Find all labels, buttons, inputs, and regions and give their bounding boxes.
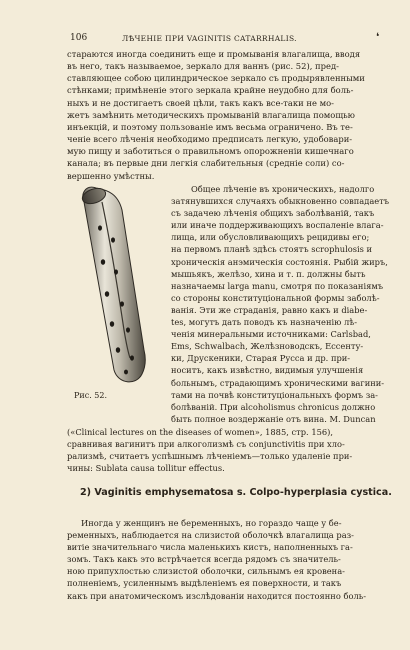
paragraph-4 [67, 517, 377, 602]
text-line: назначаемы larga manu, смотря по показаніямъ [171, 280, 384, 291]
text-line: ки, Друскеники, Старая Русса и др. при- [171, 353, 351, 364]
text-line: зомъ. Такъ какъ это встрѣчается всегда рядомъ съ значитель- [67, 554, 341, 565]
text-line: рализмѣ, считаетъ успѣшнымъ лѣченіемъ—только удаленіе при- [67, 451, 353, 462]
text-line: Иногда у женщинъ не беременныхъ, но гораздо чаще у бе- [81, 518, 342, 528]
text-line: мую пищу и заботиться о правильномъ опорожненіи кишечнаго [67, 146, 354, 157]
text-line: мышьякъ, желѣзо, хина и т. п. должны быть [171, 268, 366, 279]
text-line: вершенно умѣстны. [67, 170, 155, 181]
text-line: больнымъ, страдающимъ хроническими вагини- [171, 377, 385, 388]
text-line: съ задачею лѣченія общихъ заболѣваній, такъ [171, 208, 375, 219]
text-line: ченія минеральными источниками: Carlsbad, [171, 329, 371, 340]
text-line: чины: Sublata causa tollitur effectus. [67, 463, 225, 474]
text-line: носитъ, какъ извѣстно, видимыя улучшенія [171, 365, 364, 376]
text-line: жетъ замѣнить методическихъ промываній влагалища помощью [67, 109, 355, 120]
text-line: ставляющее собою цилиндрическое зеркало съ продырявленными [67, 73, 365, 84]
text-line: витіе значительнаго числа маленькихъ кистъ, наполненныхъ га- [67, 542, 353, 553]
text-line: ныхъ и не достигаетъ своей цѣли, такъ какъ все-таки не мо- [67, 97, 334, 108]
figure-caption: Рис. 52. [74, 391, 108, 400]
text-line: со стороны конституціональной формы заболѣ- [171, 292, 380, 303]
text-line: лища, или обусловливающихъ рецидивы его; [171, 232, 370, 243]
text-line: быть полное воздержаніе отъ вина. M. Duncan [171, 413, 376, 424]
text-line: Общее лѣченіе въ хроническихъ, надолго [191, 184, 375, 194]
text-line: затянувшихся случаяхъ обыкновенно совпадаетъ [171, 196, 390, 207]
text-line: какъ при анатомическомъ изслѣдованіи находится постоянно боль- [67, 590, 367, 601]
text-line: ченіе всего лѣченія необходимо предписать легкую, удобовари- [67, 134, 353, 145]
paragraph-3 [67, 426, 377, 474]
text-line: полненіемъ, усиленнымъ выдѣленіемъ ея поверхности, и такъ [67, 578, 342, 589]
text-line: хроническія анэмическія состоянія. Рыбій жиръ, [171, 256, 388, 267]
text-line: Ems, Schwalbach, Желѣзноводскъ, Ессенту- [171, 341, 364, 352]
text-line: или иначе поддерживающихъ воспаленіе влага- [171, 220, 384, 231]
text-line: на первомъ планѣ здѣсь стоятъ scrophulosis и [171, 244, 373, 255]
running-title: ЛѢЧЕНІЕ ПРИ VAGINITIS CATARRHALIS. [122, 34, 297, 43]
text-line: («Clinical lectures on the diseases of women», 1885, стр. 156), [67, 427, 334, 437]
speculum-drawing [66, 180, 164, 388]
text-line: ванія. Эти же страданія, равно какъ и diabe- [171, 304, 368, 315]
speculum-illustration [66, 180, 164, 388]
paragraph-1 [67, 48, 377, 182]
text-line: ною припухлостью слизистой оболочки, сильнымъ ея кровена- [67, 566, 345, 577]
text-line: тами на почвѣ конституціональныхъ формъ за- [171, 389, 378, 400]
text-line: стараются иногда соединить еще и промыванія влагалища, вводя [67, 49, 361, 59]
text-line: сравнивая вагинитъ при алкоголизмѣ съ conjunctivitis при хло- [67, 439, 345, 450]
paragraph-2 [171, 183, 390, 425]
section-heading: 2) Vaginitis emphysematosa s. Colpo-hyperplasia cystica. [80, 487, 392, 498]
text-line: стѣнками; примѣненіе этого зеркала крайне неудобно для боль- [67, 85, 354, 96]
text-line: tes, могутъ дать поводъ къ назначенію лѣ- [171, 317, 358, 328]
text-line: инъекцій, и поэтому пользованіе имъ весьма ограничено. Въ те- [67, 121, 353, 132]
ink-mark: ❛ [376, 32, 380, 43]
text-line: въ него, такъ называемое, зеркало для ваннъ (рис. 52), пред- [67, 61, 339, 72]
text-line: болѣваній. При alcoholismus chronicus должно [171, 401, 376, 412]
text-line: канала; въ первые дни легкія слабительныя (средніе соли) со- [67, 158, 345, 169]
text-line: ременныхъ, наблюдается на слизистой оболочкѣ влагалища раз- [67, 530, 354, 541]
page-number: 106 [70, 33, 88, 43]
